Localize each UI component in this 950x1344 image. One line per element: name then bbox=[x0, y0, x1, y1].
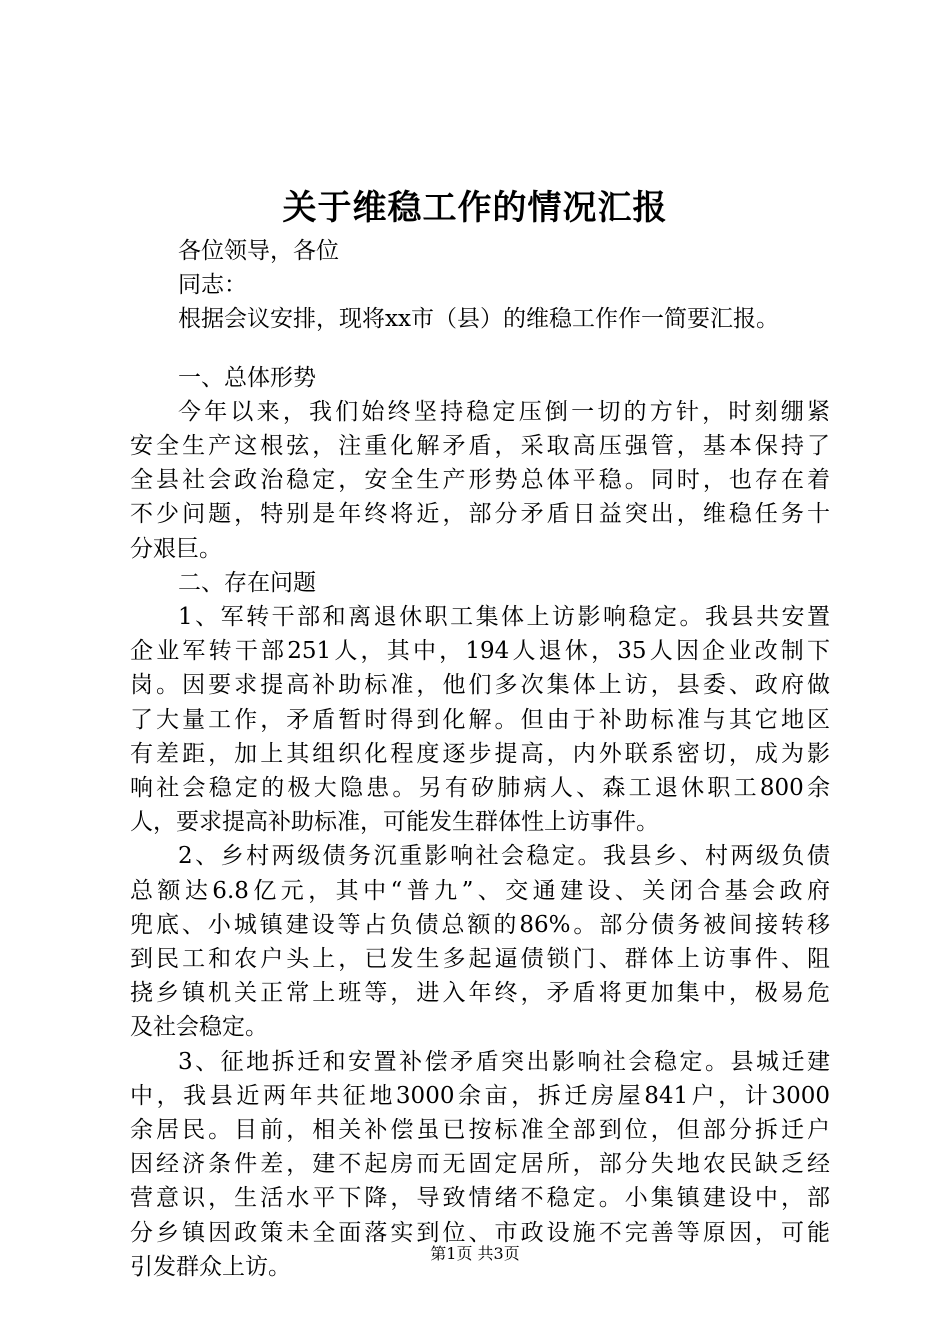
paragraph-line: 到民工和农户头上，已发生多起逼债锁门、群体上访事件、阻 bbox=[130, 946, 830, 973]
document-title: 关于维稳工作的情况汇报 bbox=[282, 188, 668, 228]
paragraph-line: 3、征地拆迁和安置补偿矛盾突出影响社会稳定。县城迁建 bbox=[178, 1048, 830, 1075]
paragraph-line: 1、军转干部和离退休职工集体上访影响稳定。我县共安置 bbox=[178, 604, 830, 631]
section-heading: 二、存在问题 bbox=[178, 569, 316, 596]
paragraph-line: 2、乡村两级债务沉重影响社会稳定。我县乡、村两级负债 bbox=[178, 843, 830, 870]
paragraph-line: 分乡镇因政策未全面落实到位、市政设施不完善等原因，可能 bbox=[130, 1219, 830, 1246]
paragraph-line: 挠乡镇机关正常上班等，进入年终，矛盾将更加集中，极易危 bbox=[130, 980, 830, 1007]
salutation-line: 各位领导，各位 bbox=[178, 238, 339, 264]
paragraph-line: 余居民。目前，相关补偿虽已按标准全部到位，但部分拆迁户 bbox=[130, 1117, 830, 1144]
paragraph-line: 中，我县近两年共征地3000余亩，拆迁房屋841户，计3000 bbox=[130, 1082, 830, 1109]
paragraph-spacer bbox=[130, 337, 830, 361]
paragraph-line: 岗。因要求提高补助标准，他们多次集体上访，县委、政府做 bbox=[130, 672, 830, 699]
paragraph-line: 因经济条件差，建不起房而无固定居所，部分失地农民缺乏经 bbox=[130, 1151, 830, 1178]
intro-line: 根据会议安排，现将xx市（县）的维稳工作作一简要汇报。 bbox=[178, 306, 779, 333]
paragraph-line: 响社会稳定的极大隐患。另有矽肺病人、森工退休职工800余 bbox=[130, 775, 830, 802]
section-heading: 一、总体形势 bbox=[178, 364, 316, 391]
paragraph-line: 及社会稳定。 bbox=[130, 1014, 268, 1041]
page-footer: 第1页 共3页 bbox=[430, 1244, 520, 1263]
paragraph-line: 兜底、小城镇建设等占负债总额的86%。部分债务被间接转移 bbox=[130, 911, 830, 938]
paragraph-line: 了大量工作，矛盾暂时得到化解。但由于补助标准与其它地区 bbox=[130, 706, 830, 733]
paragraph-line: 有差距，加上其组织化程度逐步提高，内外联系密切，成为影 bbox=[130, 740, 830, 767]
paragraph-line: 今年以来，我们始终坚持稳定压倒一切的方针，时刻绷紧 bbox=[178, 398, 830, 425]
paragraph-line: 分艰巨。 bbox=[130, 535, 222, 562]
salutation-line: 同志： bbox=[178, 272, 247, 299]
paragraph-line: 全县社会政治稳定，安全生产形势总体平稳。同时，也存在着 bbox=[130, 467, 830, 494]
paragraph-line: 企业军转干部251人，其中，194人退休，35人因企业改制下 bbox=[130, 638, 830, 665]
document-body bbox=[130, 234, 830, 1284]
paragraph-line: 不少问题，特别是年终将近，部分矛盾日益突出，维稳任务十 bbox=[130, 501, 830, 528]
paragraph-line: 安全生产这根弦，注重化解矛盾，采取高压强管，基本保持了 bbox=[130, 433, 830, 460]
paragraph-line: 人，要求提高补助标准，可能发生群体性上访事件。 bbox=[130, 809, 659, 836]
paragraph-line: 引发群众上访。 bbox=[130, 1253, 291, 1280]
paragraph-line: 总额达6.8亿元，其中“普九”、交通建设、关闭合基会政府 bbox=[130, 877, 830, 904]
paragraph-line: 营意识，生活水平下降，导致情绪不稳定。小集镇建设中，部 bbox=[130, 1185, 830, 1212]
